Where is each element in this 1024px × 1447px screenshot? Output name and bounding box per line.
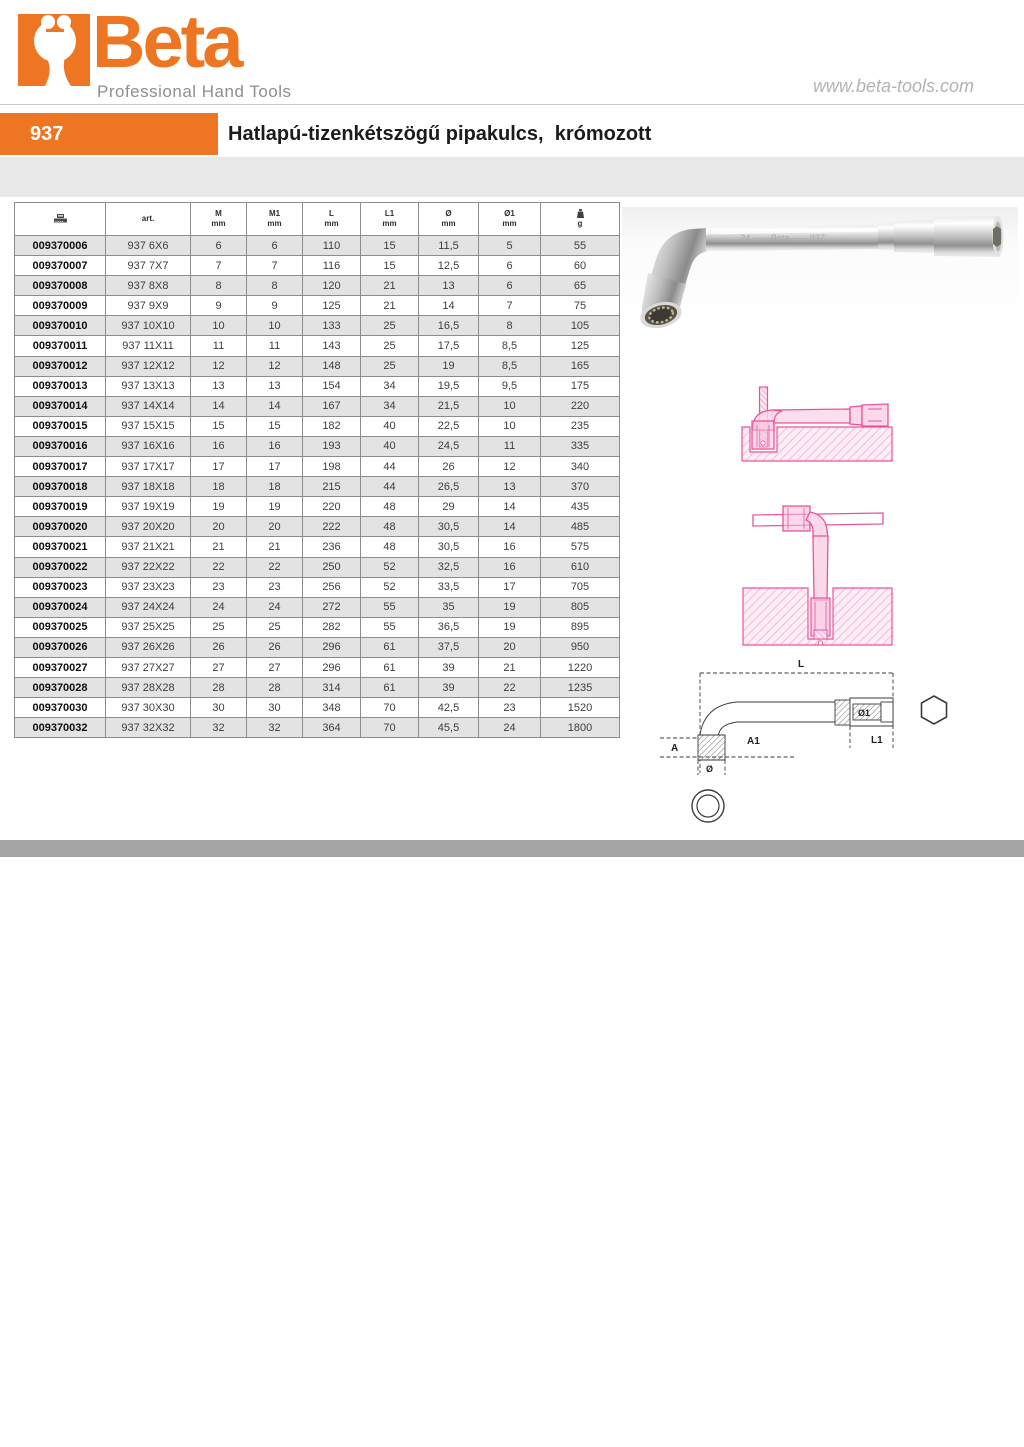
cell-value: 8	[247, 276, 303, 296]
cell-value: 7	[191, 256, 247, 276]
col-header-l1	[361, 203, 419, 236]
cell-value: 22	[247, 557, 303, 577]
cell-code: 009370027	[15, 657, 106, 677]
cell-code: 009370010	[15, 316, 106, 336]
cell-value: 215	[303, 477, 361, 497]
table-row	[15, 718, 620, 738]
cell-value: 937 11X11	[106, 336, 191, 356]
brand-tagline: Professional Hand Tools	[97, 82, 292, 101]
cell-value: 937 30X30	[106, 698, 191, 718]
cell-value: 15	[191, 416, 247, 436]
table-row	[15, 637, 620, 657]
table-row	[15, 597, 620, 617]
cell-code: 009370030	[15, 698, 106, 718]
table-row	[15, 537, 620, 557]
table-row	[15, 678, 620, 698]
cell-value: 48	[361, 537, 419, 557]
col-unit: mm	[502, 219, 517, 228]
cell-value: 340	[541, 457, 620, 477]
cell-value: 34	[361, 396, 419, 416]
cell-code: 009370007	[15, 256, 106, 276]
cell-value: 116	[303, 256, 361, 276]
col-header-diam	[419, 203, 479, 236]
cell-value: 120	[303, 276, 361, 296]
usage-figure-horizontal	[738, 383, 898, 467]
website-url: www.beta-tools.com	[812, 76, 974, 96]
product-photo	[622, 207, 1018, 333]
cell-value: 165	[541, 356, 620, 376]
cell-value: 125	[303, 296, 361, 316]
cell-value: 25	[361, 336, 419, 356]
cell-value: 33,5	[419, 577, 479, 597]
usage-figure-vertical	[740, 498, 898, 650]
col-label: Ø	[445, 209, 452, 218]
cell-value: 937 18X18	[106, 477, 191, 497]
cell-value: 17,5	[419, 336, 479, 356]
cell-value: 19	[479, 617, 541, 637]
cell-value: 30	[247, 698, 303, 718]
table-row	[15, 396, 620, 416]
cell-code: 009370018	[15, 477, 106, 497]
cell-value: 13	[191, 376, 247, 396]
cell-value: 6	[247, 236, 303, 256]
cell-value: 125	[541, 336, 620, 356]
cell-value: 28	[247, 678, 303, 698]
cell-value: 937 6X6	[106, 236, 191, 256]
cell-value: 21	[191, 537, 247, 557]
col-header-code	[15, 203, 106, 236]
cell-value: 11	[479, 436, 541, 456]
cell-value: 7	[479, 296, 541, 316]
cell-value: 13	[479, 477, 541, 497]
cell-value: 17	[247, 457, 303, 477]
cell-value: 335	[541, 436, 620, 456]
cell-value: 937 27X27	[106, 657, 191, 677]
cell-value: 45,5	[419, 718, 479, 738]
cell-value: 21	[361, 276, 419, 296]
product-title: Hatlapú-tizenkétszögű pipakulcs, krómozott	[228, 123, 652, 145]
cell-value: 52	[361, 557, 419, 577]
cell-value: 27	[191, 657, 247, 677]
cell-value: 60	[541, 256, 620, 276]
cell-value: 256	[303, 577, 361, 597]
cell-value: 937 21X21	[106, 537, 191, 557]
cell-value: 8,5	[479, 356, 541, 376]
col-unit: mm	[324, 219, 339, 228]
table-row	[15, 356, 620, 376]
cell-value: 154	[303, 376, 361, 396]
cell-value: 895	[541, 617, 620, 637]
cell-value: 25	[361, 316, 419, 336]
col-unit: mm	[211, 219, 226, 228]
cell-value: 15	[361, 256, 419, 276]
table-row	[15, 657, 620, 677]
table-row	[15, 577, 620, 597]
cell-value: 16	[191, 436, 247, 456]
table-row	[15, 477, 620, 497]
cell-value: 282	[303, 617, 361, 637]
col-unit: g	[577, 219, 583, 228]
cell-value: 61	[361, 678, 419, 698]
cell-value: 485	[541, 517, 620, 537]
cell-value: 40	[361, 416, 419, 436]
cell-value: 30,5	[419, 537, 479, 557]
cell-code: 009370008	[15, 276, 106, 296]
cell-value: 40	[361, 436, 419, 456]
spec-table-body	[15, 236, 620, 738]
cell-code: 009370015	[15, 416, 106, 436]
cell-value: 220	[541, 396, 620, 416]
cell-value: 34	[361, 376, 419, 396]
cell-value: 42,5	[419, 698, 479, 718]
table-row	[15, 336, 620, 356]
table-row	[15, 236, 620, 256]
cell-value: 10	[479, 396, 541, 416]
cell-value: 12	[479, 457, 541, 477]
cell-value: 25	[191, 617, 247, 637]
cell-value: 8	[479, 316, 541, 336]
cell-code: 009370020	[15, 517, 106, 537]
cell-value: 1235	[541, 678, 620, 698]
cell-value: 14	[191, 396, 247, 416]
cell-value: 235	[541, 416, 620, 436]
dimension-drawing	[655, 653, 955, 838]
cell-value: 36,5	[419, 617, 479, 637]
dim-label-l: L	[798, 659, 805, 670]
cell-value: 29	[419, 497, 479, 517]
table-row	[15, 416, 620, 436]
cell-value: 10	[191, 316, 247, 336]
cell-value: 25	[361, 356, 419, 376]
cell-value: 55	[361, 617, 419, 637]
product-banner	[0, 113, 1024, 155]
cell-value: 10	[479, 416, 541, 436]
cell-value: 21	[479, 657, 541, 677]
cell-value: 14	[247, 396, 303, 416]
cell-value: 222	[303, 517, 361, 537]
cell-value: 52	[361, 577, 419, 597]
cell-code: 009370025	[15, 617, 106, 637]
cell-value: 296	[303, 657, 361, 677]
cell-value: 17	[479, 577, 541, 597]
cell-code: 009370024	[15, 597, 106, 617]
cell-value: 39	[419, 678, 479, 698]
cell-value: 198	[303, 457, 361, 477]
cell-value: 11,5	[419, 236, 479, 256]
cell-value: 61	[361, 657, 419, 677]
col-label: Ø1	[504, 209, 515, 218]
cell-value: 12	[247, 356, 303, 376]
cell-value: 1800	[541, 718, 620, 738]
cell-value: 55	[541, 236, 620, 256]
cell-value: 18	[247, 477, 303, 497]
cell-value: 13	[247, 376, 303, 396]
cell-value: 16	[479, 557, 541, 577]
cell-value: 20	[191, 517, 247, 537]
cell-value: 18	[191, 477, 247, 497]
cell-value: 937 19X19	[106, 497, 191, 517]
product-code-badge: 937	[0, 113, 218, 155]
dim-label-a1: A1	[747, 736, 760, 747]
cell-value: 950	[541, 637, 620, 657]
cell-value: 19,5	[419, 376, 479, 396]
cell-value: 19	[419, 356, 479, 376]
cell-value: 937 10X10	[106, 316, 191, 336]
cell-value: 48	[361, 517, 419, 537]
cell-value: 167	[303, 396, 361, 416]
cell-value: 314	[303, 678, 361, 698]
cell-value: 24	[479, 718, 541, 738]
cell-value: 11	[191, 336, 247, 356]
table-row	[15, 497, 620, 517]
product-code-icon	[53, 214, 68, 224]
cell-value: 27	[247, 657, 303, 677]
cell-code: 009370009	[15, 296, 106, 316]
dim-label-l1: L1	[871, 735, 883, 746]
cell-value: 435	[541, 497, 620, 517]
cell-value: 937 7X7	[106, 256, 191, 276]
cell-value: 148	[303, 356, 361, 376]
cell-value: 133	[303, 316, 361, 336]
cell-value: 175	[541, 376, 620, 396]
cell-code: 009370013	[15, 376, 106, 396]
cell-value: 16,5	[419, 316, 479, 336]
cell-value: 21	[247, 537, 303, 557]
cell-value: 15	[361, 236, 419, 256]
cell-value: 26	[247, 637, 303, 657]
cell-value: 937 17X17	[106, 457, 191, 477]
cell-value: 22	[479, 678, 541, 698]
cell-value: 575	[541, 537, 620, 557]
footer-bar	[0, 840, 1024, 857]
cell-value: 7	[247, 256, 303, 276]
cell-value: 21	[361, 296, 419, 316]
spec-table	[14, 202, 620, 738]
cell-value: 14	[479, 517, 541, 537]
cell-value: 75	[541, 296, 620, 316]
cell-value: 10	[247, 316, 303, 336]
cell-value: 19	[191, 497, 247, 517]
cell-value: 24	[247, 597, 303, 617]
cell-value: 937 32X32	[106, 718, 191, 738]
cell-value: 8	[191, 276, 247, 296]
cell-value: 937 16X16	[106, 436, 191, 456]
col-label: L1	[384, 209, 395, 218]
cell-value: 9,5	[479, 376, 541, 396]
cell-value: 610	[541, 557, 620, 577]
cell-value: 937 20X20	[106, 517, 191, 537]
table-row	[15, 436, 620, 456]
cell-value: 24	[191, 597, 247, 617]
brand-name: Beta	[92, 0, 241, 83]
col-label: M1	[268, 209, 281, 218]
col-header-diam1	[479, 203, 541, 236]
cell-value: 39	[419, 657, 479, 677]
cell-value: 37,5	[419, 637, 479, 657]
col-label: art.	[141, 214, 155, 223]
cell-value: 805	[541, 597, 620, 617]
cell-value: 32	[191, 718, 247, 738]
cell-value: 220	[303, 497, 361, 517]
cell-value: 22,5	[419, 416, 479, 436]
col-label: L	[329, 209, 334, 218]
cell-value: 13	[419, 276, 479, 296]
cell-value: 937 8X8	[106, 276, 191, 296]
cell-code: 009370017	[15, 457, 106, 477]
cell-value: 348	[303, 698, 361, 718]
cell-value: 9	[247, 296, 303, 316]
col-unit: mm	[382, 219, 397, 228]
cell-value: 937 9X9	[106, 296, 191, 316]
cell-value: 23	[479, 698, 541, 718]
cell-value: 35	[419, 597, 479, 617]
cell-value: 370	[541, 477, 620, 497]
cell-value: 8,5	[479, 336, 541, 356]
cell-value: 12,5	[419, 256, 479, 276]
cell-value: 1220	[541, 657, 620, 677]
cell-value: 236	[303, 537, 361, 557]
table-row	[15, 457, 620, 477]
section-band	[0, 157, 1024, 197]
cell-value: 6	[479, 256, 541, 276]
cell-value: 364	[303, 718, 361, 738]
cell-value: 22	[191, 557, 247, 577]
col-header-art	[106, 203, 191, 236]
cell-value: 24,5	[419, 436, 479, 456]
cell-value: 11	[247, 336, 303, 356]
weight-icon	[576, 209, 585, 218]
cell-value: 70	[361, 698, 419, 718]
table-row	[15, 557, 620, 577]
dim-label-o: Ø	[706, 764, 714, 774]
cell-value: 143	[303, 336, 361, 356]
shaft-marking: 24 ——Beta—— 937	[740, 233, 825, 243]
header-divider	[0, 104, 1024, 105]
cell-value: 26	[419, 457, 479, 477]
cell-value: 26	[191, 637, 247, 657]
col-unit: mm	[267, 219, 282, 228]
cell-value: 23	[247, 577, 303, 597]
cell-code: 009370019	[15, 497, 106, 517]
cell-value: 14	[419, 296, 479, 316]
cell-value: 937 28X28	[106, 678, 191, 698]
cell-value: 28	[191, 678, 247, 698]
cell-code: 009370012	[15, 356, 106, 376]
table-row	[15, 617, 620, 637]
cell-value: 9	[191, 296, 247, 316]
cell-value: 32	[247, 718, 303, 738]
cell-code: 009370026	[15, 637, 106, 657]
cell-value: 296	[303, 637, 361, 657]
table-row	[15, 316, 620, 336]
cell-value: 937 12X12	[106, 356, 191, 376]
cell-value: 182	[303, 416, 361, 436]
col-header-l	[303, 203, 361, 236]
col-header-m1	[247, 203, 303, 236]
col-unit: mm	[441, 219, 456, 228]
dim-label-a: A	[671, 743, 679, 754]
cell-value: 937 25X25	[106, 617, 191, 637]
cell-value: 30,5	[419, 517, 479, 537]
cell-value: 193	[303, 436, 361, 456]
cell-value: 937 13X13	[106, 376, 191, 396]
cell-value: 70	[361, 718, 419, 738]
cell-value: 44	[361, 477, 419, 497]
cell-value: 16	[247, 436, 303, 456]
cell-value: 12	[191, 356, 247, 376]
spec-table-header	[15, 203, 620, 236]
cell-value: 937 23X23	[106, 577, 191, 597]
cell-code: 009370016	[15, 436, 106, 456]
cell-value: 937 26X26	[106, 637, 191, 657]
cell-value: 19	[479, 597, 541, 617]
table-row	[15, 698, 620, 718]
beta-logo-icon	[18, 14, 90, 86]
cell-value: 19	[247, 497, 303, 517]
cell-value: 16	[479, 537, 541, 557]
cell-value: 5	[479, 236, 541, 256]
cell-code: 009370032	[15, 718, 106, 738]
table-row	[15, 376, 620, 396]
cell-value: 20	[479, 637, 541, 657]
cell-code: 009370028	[15, 678, 106, 698]
table-row	[15, 256, 620, 276]
cell-value: 30	[191, 698, 247, 718]
cell-value: 55	[361, 597, 419, 617]
cell-value: 110	[303, 236, 361, 256]
cell-value: 250	[303, 557, 361, 577]
cell-code: 009370023	[15, 577, 106, 597]
cell-value: 32,5	[419, 557, 479, 577]
dim-label-o1: Ø1	[858, 708, 871, 718]
cell-value: 61	[361, 637, 419, 657]
cell-value: 17	[191, 457, 247, 477]
cell-value: 937 24X24	[106, 597, 191, 617]
cell-value: 48	[361, 497, 419, 517]
col-label: M	[215, 209, 222, 218]
cell-value: 937 22X22	[106, 557, 191, 577]
cell-value: 105	[541, 316, 620, 336]
cell-value: 21,5	[419, 396, 479, 416]
col-header-weight	[541, 203, 620, 236]
cell-value: 705	[541, 577, 620, 597]
cell-value: 6	[479, 276, 541, 296]
cell-value: 272	[303, 597, 361, 617]
cell-code: 009370006	[15, 236, 106, 256]
table-row	[15, 276, 620, 296]
cell-value: 23	[191, 577, 247, 597]
cell-code: 009370014	[15, 396, 106, 416]
cell-value: 15	[247, 416, 303, 436]
cell-value: 937 15X15	[106, 416, 191, 436]
table-row	[15, 517, 620, 537]
cell-value: 20	[247, 517, 303, 537]
cell-value: 65	[541, 276, 620, 296]
cell-value: 26,5	[419, 477, 479, 497]
cell-value: 1520	[541, 698, 620, 718]
col-header-m	[191, 203, 247, 236]
cell-code: 009370011	[15, 336, 106, 356]
cell-code: 009370022	[15, 557, 106, 577]
cell-value: 25	[247, 617, 303, 637]
cell-value: 44	[361, 457, 419, 477]
table-row	[15, 296, 620, 316]
cell-value: 937 14X14	[106, 396, 191, 416]
cell-value: 14	[479, 497, 541, 517]
cell-code: 009370021	[15, 537, 106, 557]
cell-value: 6	[191, 236, 247, 256]
